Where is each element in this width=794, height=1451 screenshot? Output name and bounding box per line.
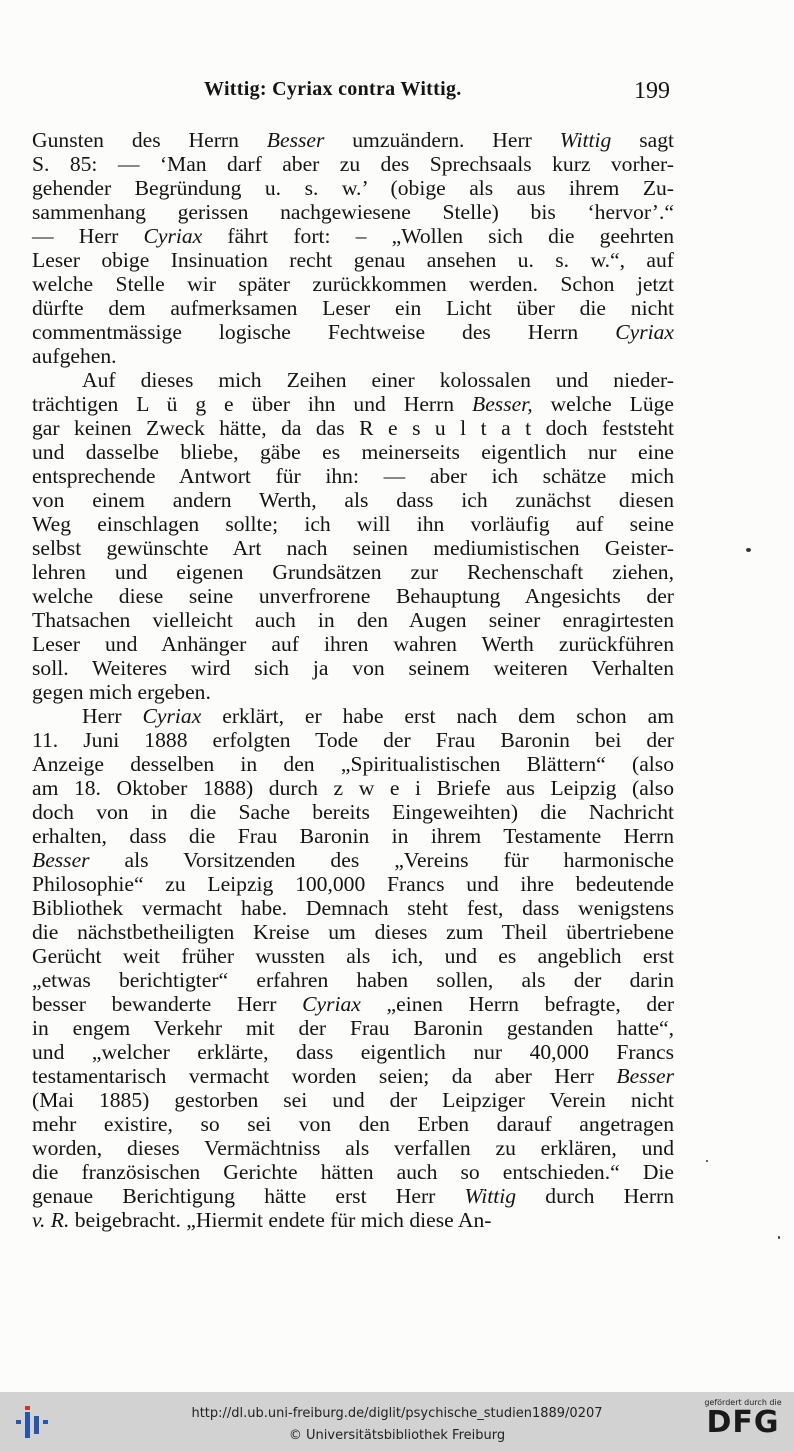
text-line [32, 824, 674, 848]
text-run: als Vorsitzenden des „Vereins für harmonische [89, 848, 674, 872]
text-run: Gunsten des Herrn [32, 128, 267, 152]
margin-speck [706, 1160, 708, 1162]
text-run: Leser obige Insinuation recht genau ansehen u. s. w.“, auf [32, 248, 674, 272]
text-run: sagt [611, 128, 675, 152]
text-line [32, 1112, 674, 1136]
text-run: beigebracht. „Hiermit endete für mich diese An- [69, 1208, 492, 1232]
text-run: selbst gewünschte Art nach seinen mediumistischen Geister- [32, 536, 674, 560]
sponsor-caption: gefördert durch die [704, 1398, 782, 1407]
text-run: erklärt, er habe erst nach dem schon am [201, 704, 674, 728]
text-line [32, 416, 674, 440]
text-line [32, 152, 674, 176]
text-run: soll. Weiteres wird sich ja von seinem weiteren Verhalten [32, 656, 674, 680]
text-line [32, 680, 674, 704]
text-run: (Mai 1885) gestorben sei und der Leipziger Verein nicht [32, 1088, 674, 1112]
text-run: worden, dieses Vermächtniss als verfallen zu erklären, und [32, 1136, 674, 1160]
italic-name: Cyriax [302, 992, 361, 1016]
text-line [32, 920, 674, 944]
text-run: commentmässige logische Fechtweise des Herrn [32, 320, 616, 344]
text-run: dürfte dem aufmerksamen Leser ein Licht über die nicht [32, 296, 674, 320]
italic-name: Besser [266, 128, 325, 152]
text-run: trächtigen L ü g e über ihn und Herrn [32, 392, 473, 416]
text-line [32, 320, 674, 344]
italic-name: Besser, [472, 392, 533, 416]
text-run: fährt fort: – „Wollen sich die geehrten [202, 224, 674, 248]
text-line [32, 1064, 674, 1088]
text-line [32, 344, 674, 368]
text-run: testamentarisch vermacht worden seien; da aber Herr [32, 1064, 617, 1088]
text-run: „einen Herrn befragte, der [360, 992, 675, 1016]
text-run: Bibliothek vermacht habe. Demnach steht fest, dass wenigstens [32, 896, 674, 920]
text-line [32, 248, 674, 272]
text-line [32, 704, 674, 728]
text-line [32, 296, 674, 320]
text-line [32, 1160, 674, 1184]
text-run: genaue Berichtigung hätte erst Herr [32, 1184, 465, 1208]
text-run: welche diese seine unverfrorene Behauptung Angesichts der [32, 584, 674, 608]
text-run: Leser und Anhänger auf ihren wahren Werth zurückführen [32, 632, 674, 656]
text-run: gehender Begründung u. s. w.’ (obige als aus ihrem Zu- [32, 176, 674, 200]
text-line [32, 848, 674, 872]
text-run: Thatsachen vielleicht auch in den Augen seiner enragirtesten [32, 608, 674, 632]
text-run: durch Herrn [516, 1184, 674, 1208]
text-run: umzuändern. Herr [324, 128, 560, 152]
text-line [32, 536, 674, 560]
italic-name: v. R. [32, 1208, 70, 1232]
text-line [32, 584, 674, 608]
text-line [32, 632, 674, 656]
text-line [32, 1136, 674, 1160]
text-line [32, 176, 674, 200]
text-run: aufgehen. [32, 344, 117, 368]
copyright-notice: © Universitätsbibliothek Freiburg [288, 1428, 506, 1443]
text-run: und dasselbe bliebe, gäbe es meinerseits eigentlich nur eine [32, 440, 674, 464]
text-line [32, 128, 674, 152]
text-run: von einem andern Werth, als dass ich zunächst diesen [32, 488, 674, 512]
text-line [32, 1088, 674, 1112]
page-header [32, 76, 674, 112]
text-line [32, 896, 674, 920]
text-run: gar keinen Zweck hätte, da das R e s u l t a t doch feststeht [32, 416, 674, 440]
text-run: Weg einschlagen sollte; ich will ihn vorläufig auf seine [32, 512, 674, 536]
text-run: „etwas berichtigter“ erfahren haben sollen, als der darin [32, 968, 674, 992]
dfg-sponsor [700, 1398, 786, 1446]
text-run: Anzeige desselben in den „Spiritualistischen Blättern“ (also [32, 752, 674, 776]
text-line [32, 440, 674, 464]
text-line [32, 656, 674, 680]
italic-name: Besser [32, 848, 90, 872]
italic-name: Wittig [464, 1184, 517, 1208]
text-line [32, 968, 674, 992]
dfg-logo: DFG [706, 1405, 780, 1440]
text-line [32, 464, 674, 488]
italic-name: Besser [616, 1064, 674, 1088]
text-line [32, 944, 674, 968]
text-run: lehren und eigenen Grundsätzen zur Rechenschaft ziehen, [32, 560, 674, 584]
text-run: die nächstbetheiligten Kreise um dieses zum Theil übertriebene [32, 920, 674, 944]
footer-bar [0, 1392, 794, 1451]
text-run: in engem Verkehr mit der Frau Baronin gestanden hatte“, [32, 1016, 674, 1040]
text-line [32, 1040, 674, 1064]
text-line [32, 224, 674, 248]
text-line [32, 992, 674, 1016]
text-line [32, 512, 674, 536]
text-run: sammenhang gerissen nachgewiesene Stelle) bis ‘hervor’.“ [32, 200, 674, 224]
text-line [32, 728, 674, 752]
italic-name: Cyriax [615, 320, 674, 344]
text-run: — Herr [32, 224, 144, 248]
text-line [32, 1208, 674, 1232]
text-run: am 18. Oktober 1888) durch z w e i Briefe aus Leipzig (also [32, 776, 674, 800]
text-run: besser bewanderte Herr [32, 992, 303, 1016]
running-title: Wittig: Cyriax contra Wittig. [204, 78, 462, 100]
italic-name: Cyriax [142, 704, 202, 728]
text-line [32, 560, 674, 584]
text-run: welche Stelle wir später zurückkommen werden. Schon jetzt [32, 272, 674, 296]
text-line [32, 752, 674, 776]
text-run: gegen mich ergeben. [32, 680, 211, 704]
text-run: 11. Juni 1888 erfolgten Tode der Frau Baronin bei der [32, 728, 674, 752]
text-run: doch von in die Sache bereits Eingeweihten) die Nachricht [32, 800, 674, 824]
text-line [32, 872, 674, 896]
body-text [32, 128, 674, 1232]
text-line [32, 368, 674, 392]
text-run: Auf dieses mich Zeihen einer kolossalen und nieder- [82, 368, 674, 392]
text-run: welche Lüge [532, 392, 674, 416]
text-line [32, 608, 674, 632]
text-line [32, 200, 674, 224]
text-line [32, 488, 674, 512]
source-url[interactable]: http://dl.ub.uni-freiburg.de/diglit/psychische_studien1889/0207 [191, 1406, 603, 1421]
margin-speck [778, 1236, 780, 1239]
text-line [32, 272, 674, 296]
text-run: Herr [82, 704, 143, 728]
text-run: erhalten, dass die Frau Baronin in ihrem Testamente Herrn [32, 824, 674, 848]
text-line [32, 800, 674, 824]
text-line [32, 392, 674, 416]
text-run: mehr existire, so sei von den Erben darauf angetragen [32, 1112, 674, 1136]
italic-name: Cyriax [143, 224, 203, 248]
text-run: Philosophie“ zu Leipzig 100,000 Francs und ihre bedeutende [32, 872, 674, 896]
text-run: S. 85: — ‘Man darf aber zu des Sprechsaals kurz vorher- [32, 152, 674, 176]
text-run: Gerücht weit früher wussten als ich, und es angeblich erst [32, 944, 674, 968]
text-line [32, 1184, 674, 1208]
italic-name: Wittig [559, 128, 612, 152]
text-line [32, 776, 674, 800]
text-run: die französischen Gerichte hätten auch so entschieden.“ Die [32, 1160, 674, 1184]
page-number: 199 [634, 78, 670, 104]
text-run: und „welcher erklärte, dass eigentlich nur 40,000 Francs [32, 1040, 674, 1064]
text-run: entsprechende Antwort für ihn: — aber ich schätze mich [32, 464, 674, 488]
margin-speck [746, 548, 751, 552]
text-line [32, 1016, 674, 1040]
